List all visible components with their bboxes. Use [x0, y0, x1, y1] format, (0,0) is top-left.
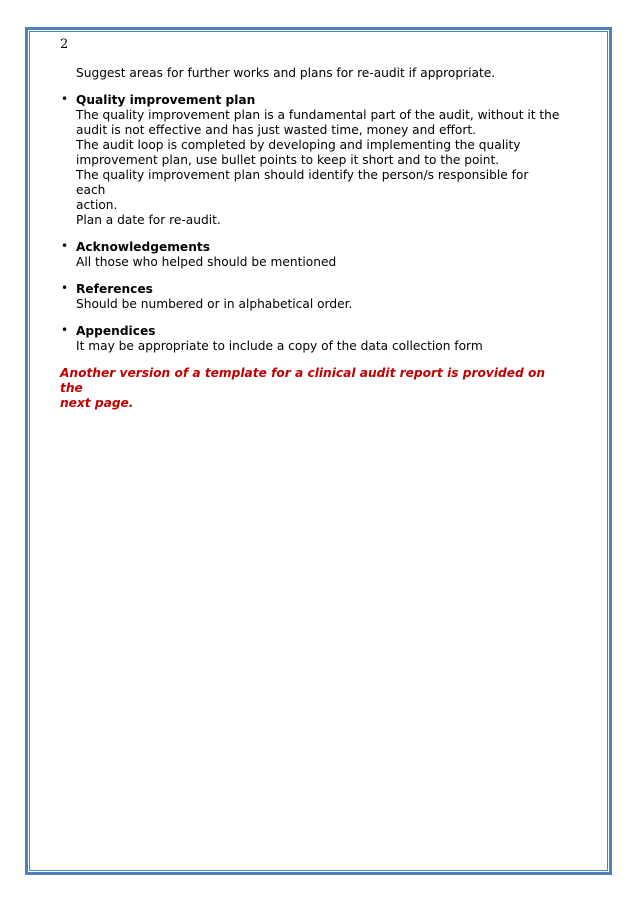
section-line: The quality improvement plan is a fundamental part of the audit, without it the — [76, 108, 560, 122]
bullet-icon: • — [61, 239, 69, 253]
page-number: 2 — [60, 37, 69, 52]
section-references — [60, 282, 560, 312]
section-line: audit is not effective and has just wasted time, money and effort. — [76, 123, 476, 137]
bullet-icon: • — [61, 281, 69, 295]
section-title: Quality improvement plan — [76, 93, 256, 107]
document-body — [60, 66, 560, 411]
section-line: Should be numbered or in alphabetical order. — [76, 297, 353, 311]
section-line: The audit loop is completed by developing and implementing the quality — [76, 138, 521, 152]
note-line: next page. — [60, 396, 134, 410]
section-appendices — [60, 324, 560, 354]
intro-text: Suggest areas for further works and plans for re-audit if appropriate. — [76, 66, 496, 80]
section-title: References — [76, 282, 153, 296]
bullet-icon: • — [61, 323, 69, 337]
section-line: action. — [76, 198, 118, 212]
note-line: Another version of a template for a clinical audit report is provided on the — [60, 366, 546, 395]
bullet-icon: • — [61, 92, 69, 106]
section-title: Appendices — [76, 324, 156, 338]
section-line: The quality improvement plan should identify the person/s responsible for each — [76, 168, 529, 197]
section-line: improvement plan, use bullet points to keep it short and to the point. — [76, 153, 500, 167]
template-note — [60, 366, 555, 411]
section-line: All those who helped should be mentioned — [76, 255, 337, 269]
section-title: Acknowledgements — [76, 240, 210, 254]
section-acknowledgements — [60, 240, 560, 270]
section-line: It may be appropriate to include a copy of the data collection form — [76, 339, 483, 353]
section-line: Plan a date for re-audit. — [76, 213, 221, 227]
section-quality-improvement-plan — [60, 93, 560, 228]
